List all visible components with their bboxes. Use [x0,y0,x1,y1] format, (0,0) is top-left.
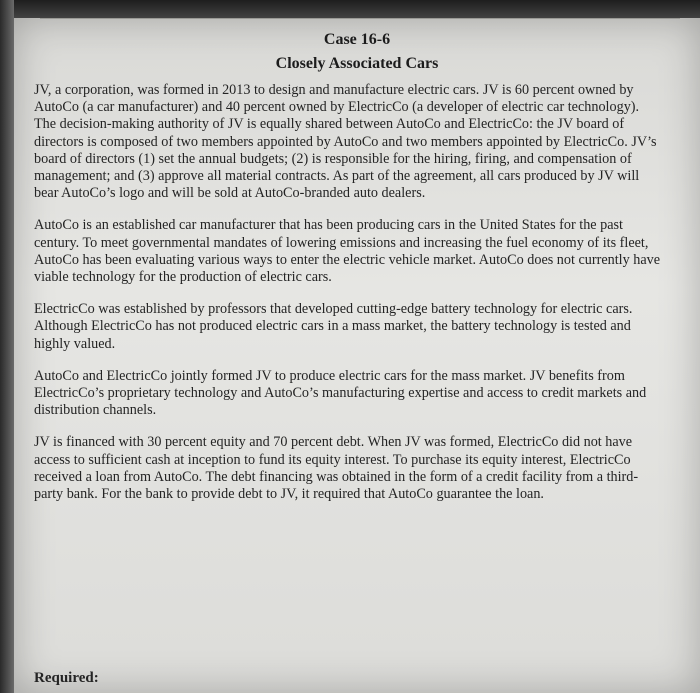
paragraph-electricco: ElectricCo was established by professors that developed cutting-edge battery technology for electric cars. Although ElectricCo has not produced electric cars in a mass market, the battery technology is tested and highly valued. [34,301,633,352]
paragraph-autoco: AutoCo is an established car manufacturer that has been producing cars in the United States for the past century. To meet governmental mandates of lowering emissions and increasing the fuel economy of its fleet, AutoCo has been evaluating various ways to enter the electric vehicle market. AutoCo does not currently have viable technology for the production of electric cars. [34,217,661,286]
case-title: Closely Associated Cars [275,55,439,72]
case-body [34,82,664,518]
document-page [14,18,700,693]
required-label: Required: [34,670,99,686]
photo-left-edge [0,0,14,693]
top-rule [40,18,680,19]
paragraph-joint-formation: AutoCo and ElectricCo jointly formed JV to produce electric cars for the mass market. JV benefits from ElectricCo’s proprietary technology and AutoCo’s manufacturing expertise and access to credit markets and distribution channels. [34,367,647,419]
case-header [14,30,700,74]
paragraph-jv-overview: JV, a corporation, was formed in 2013 to design and manufacture electric cars. JV is 60 percent owned by AutoCo (a car manufacturer) and 40 percent owned by ElectricCo (a developer of electric car technology). The decision-making authority of JV is equally shared between AutoCo and ElectricCo: the JV board of directors is composed of two members appointed by AutoCo and two members appointed by ElectricCo. JV’s board of directors (1) set the annual budgets; (2) is responsible for the hiring, firing, and compensation of management; and (3) approve all material contracts. As part of the agreement, all cars produced by JV will bear AutoCo’s logo and will be sold at AutoCo-branded auto dealers. [34,82,657,202]
paragraph-financing: JV is financed with 30 percent equity and 70 percent debt. When JV was formed, ElectricCo did not have access to sufficient cash at inception to fund its equity interest. To purchase its equity interest, ElectricCo received a loan from AutoCo. The debt financing was obtained in the form of a credit facility from a third-party bank. For the bank to provide debt to JV, it required that AutoCo guarantee the loan. [34,434,639,503]
case-number: Case 16-6 [323,31,391,48]
